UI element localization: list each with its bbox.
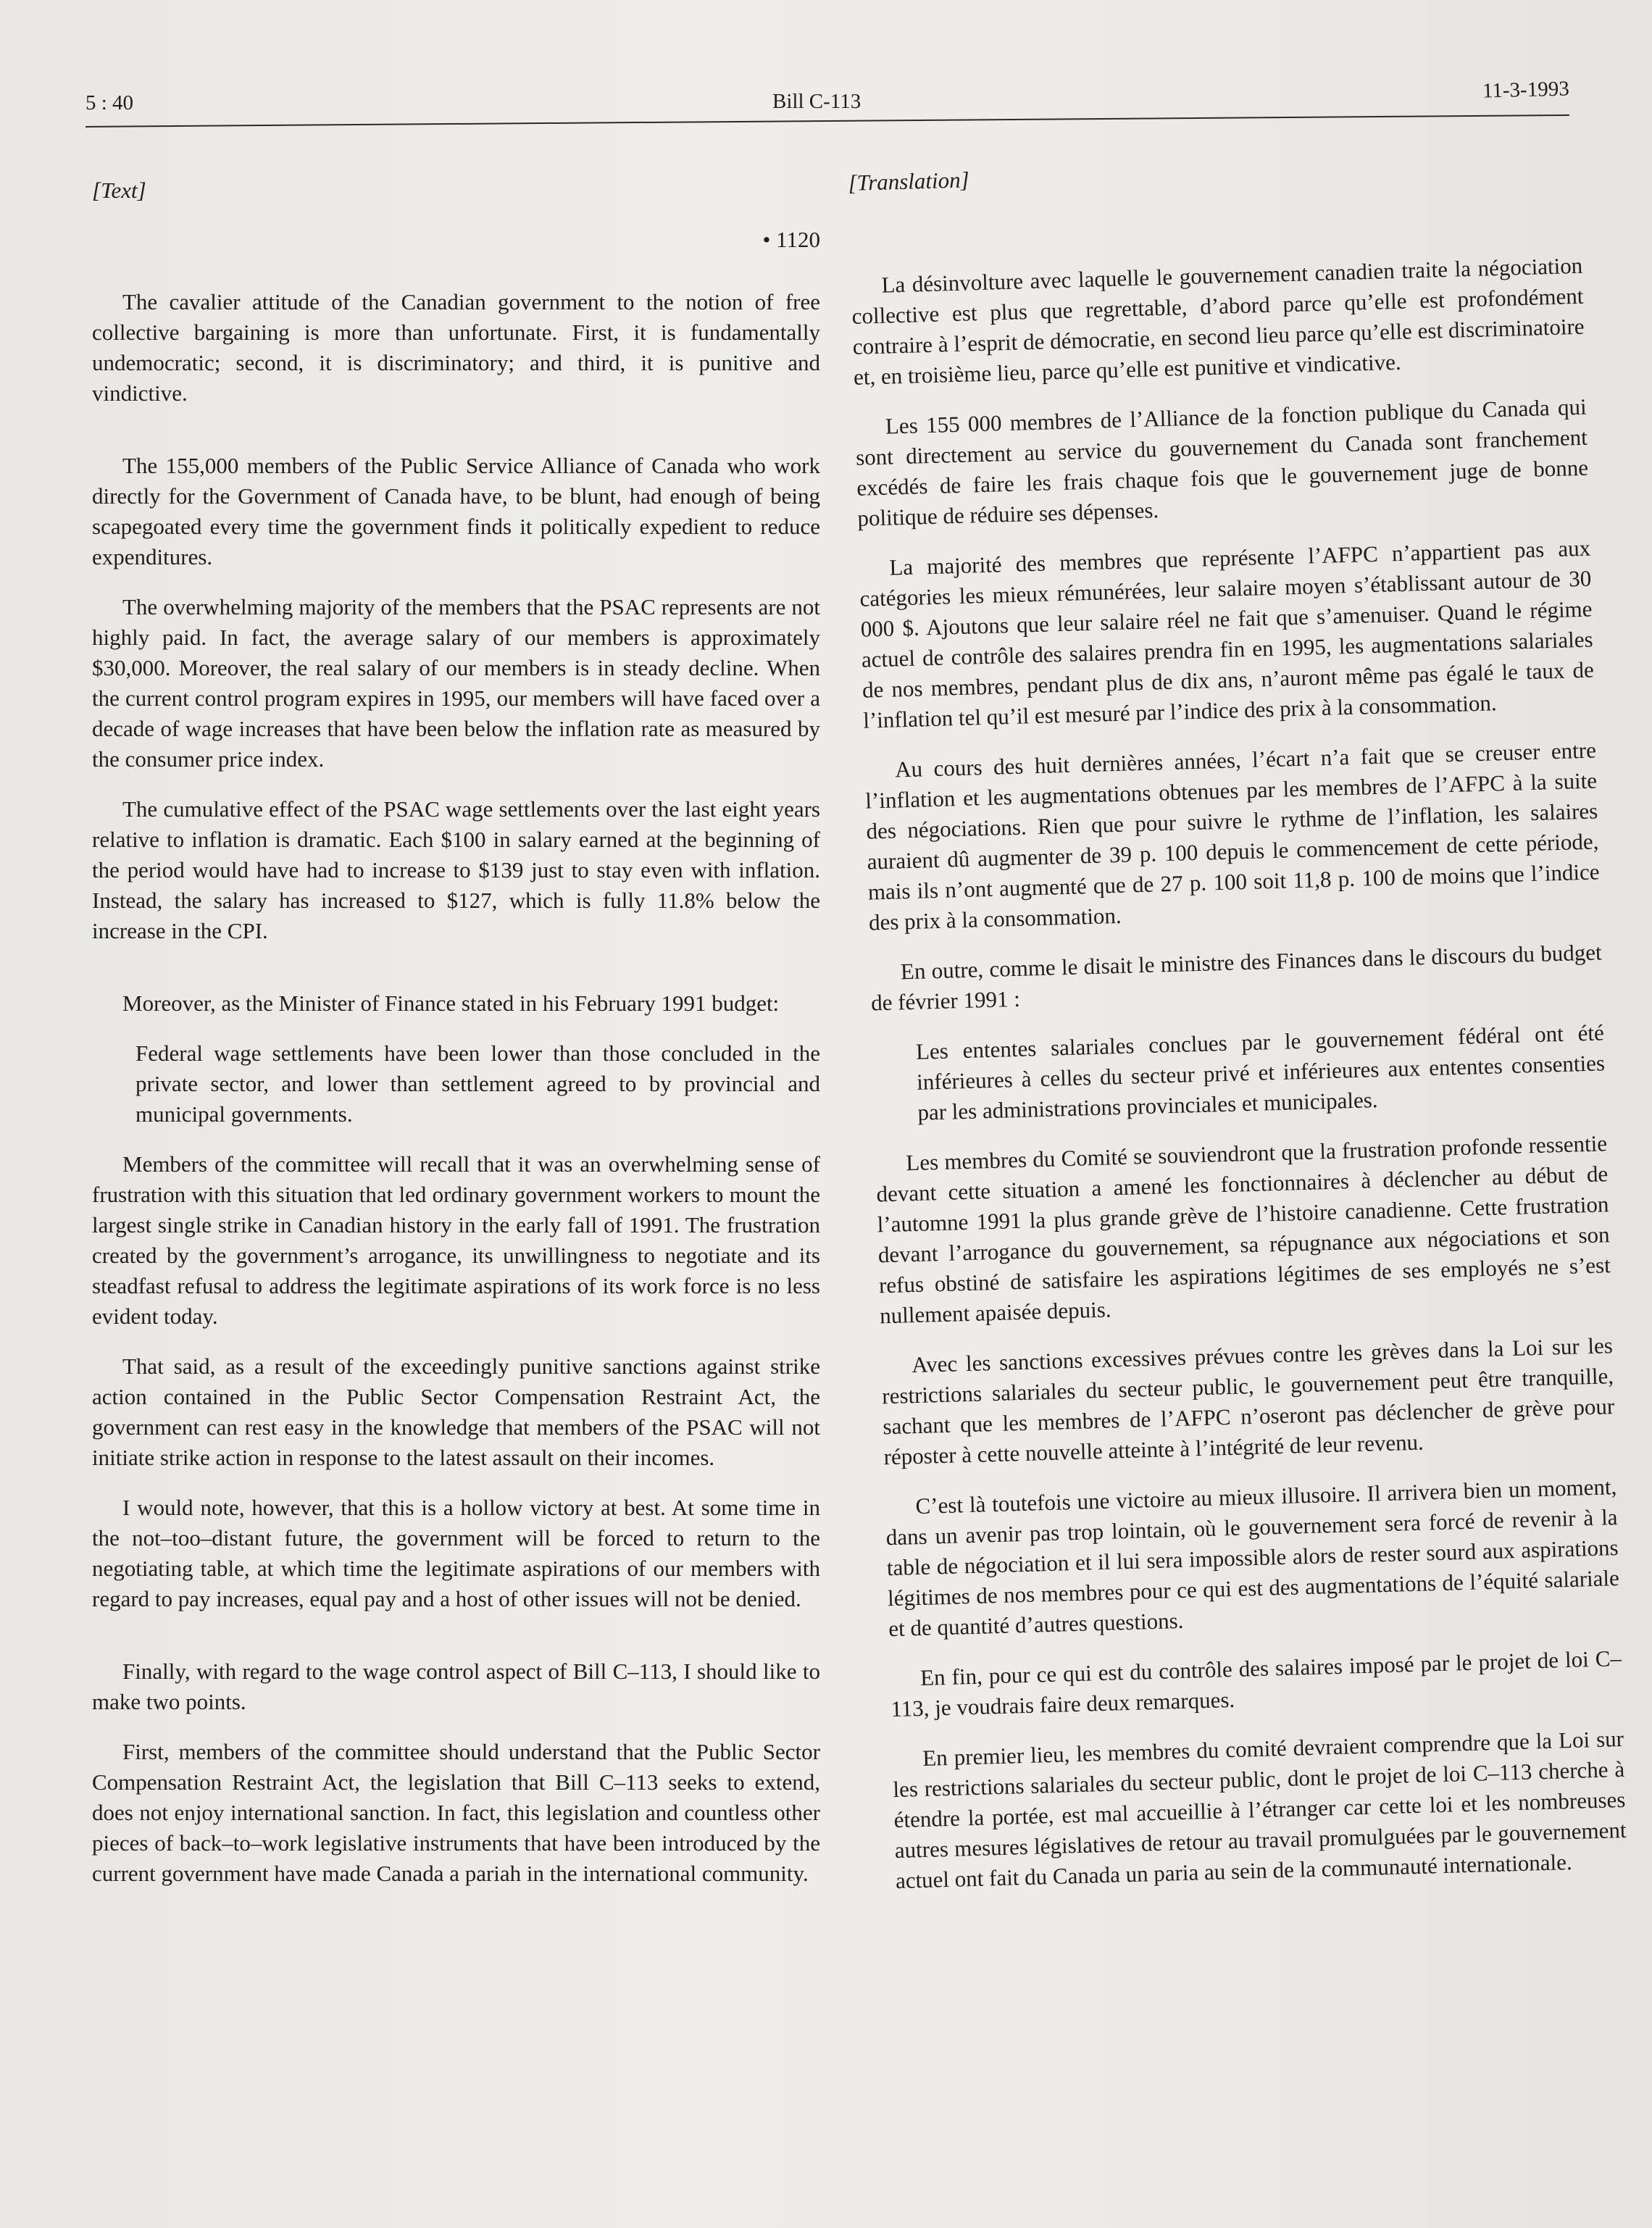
paragraph: C’est là toutefois une victoire au mieux illusoire. Il arrivera bien un moment, dans un avenir pas trop lointain, où le gouvernement sera forcé de revenir à la table de négociation et il lui sera impossible alors de rester sourd aux aspirations légitimes de nos membres pour ce qui est des augmentations de l’équité salariale et de quantité d’autres questions. <box>885 1474 1620 1642</box>
block-quote: Les ententes salariales conclues par le gouvernement fédéral ont été inférieures à celles du secteur privé et inférieures aux ententes consenties par les administrations provinciales et municipales. <box>915 1019 1606 1125</box>
paragraph: The cavalier attitude of the Canadian government to the notion of free collective bargaining is more than unfortunate. First, it is fundamentally undemocratic; second, it is discriminatory; and third, it is punitive and vindictive. <box>92 289 820 406</box>
paragraph: That said, as a result of the exceedingly punitive sanctions against strike action contained in the Public Sector Compensation Restraint Act, the government can rest easy in the knowledge that members of the PSAC will not initiate strike action in response to the latest assault on their incomes. <box>92 1353 820 1470</box>
paragraph: The overwhelming majority of the members that the PSAC represents are not highly paid. In fact, the average salary of our members is approximately $30,000. Moreover, the real salary of our members is in steady decline. When the current control program expires in 1995, our members will have faced over a decade of wage increases that have been below the inflation rate as measured by the consumer price index. <box>92 594 820 772</box>
paragraph: The 155,000 members of the Public Service Alliance of Canada who work directly for the Government of Canada have, to be blunt, had enough of being scapegoated every time the government finds it politically expedient to reduce expenditures. <box>92 453 820 569</box>
paragraph: Members of the committee will recall that it was an overwhelming sense of frustration with this situation that led ordinary government workers to mount the largest single strike in Canadian history in the early fall of 1991. The frustration created by the government’s arrogance, its unwillingness to negotiate and its steadfast refusal to address the legitimate aspirations of its work force is no less evident today. <box>92 1151 820 1329</box>
paragraph: La majorité des membres que représente l’AFPC n’appartient pas aux catégories les mieux rémunérées, leur salaire moyen s’établissant autour de 30 000 $. Ajoutons que leur salaire réel ne fait que s’amenuiser. Quand le régime actuel de contrôle des salaires prendra fin en 1995, les augmentations salariales de nos membres, pendant plus de dix ans, n’auront même pas égalé le taux de l’inflation tel qu’il est mesuré par l’indice des prix à la consommation. <box>859 535 1595 733</box>
paragraph: First, members of the committee should understand that the Public Sector Compensation Restraint Act, the legislation that Bill C–113 seeks to extend, does not enjoy international sanction. In fact, this legislation and countless other pieces of back–to–work legislative instruments that have been introduced by the current government have made Canada a pariah in the international community. <box>92 1739 820 1886</box>
paragraph: En outre, comme le disait le ministre des Finances dans le discours du budget de février 1991 : <box>870 939 1603 1016</box>
paragraph: The cumulative effect of the PSAC wage settlements over the last eight years relative to inflation is dramatic. Each $100 in salary earned at the beginning of the period would have had to increase to $139 just to stay even with inflation. Instead, the salary has increased to $127, which is fully 11.8% below the increase in the CPI. <box>92 796 820 943</box>
paragraph: En premier lieu, les membres du comité devraient comprendre que la Loi sur les restrictions salariales du secteur public, dont le projet de loi C–113 cherche à étendre la portée, est mal accueillie à l’étranger car cette loi et les nombreuses autres mesures législatives de retour au travail promulguées par le gouvernement actuel ont fait du Canada un paria au sein de la communauté internationale. <box>893 1725 1627 1894</box>
english-column <box>92 175 820 1908</box>
page-date: 11-3-1993 <box>1482 77 1570 103</box>
page-number: 5 : 40 <box>85 91 134 114</box>
section-label-text: [Text] <box>92 178 146 203</box>
french-column <box>848 148 1628 1916</box>
page-header <box>85 77 1570 129</box>
paragraph: Moreover, as the Minister of Finance stated in his February 1991 budget: <box>122 990 780 1016</box>
paragraph: Avec les sanctions excessives prévues contre les grèves dans la Loi sur les restrictions salariales du secteur public, le gouvernement peut être tranquille, sachant que les membres de l’AFPC n’oseront pas déclencher de grève pour réposter à cette nouvelle atteinte à l’intégrité de leur revenu. <box>881 1332 1615 1470</box>
paragraph: Au cours des huit dernières années, l’écart n’a fait que se creuser entre l’inflation et les augmentations obtenues par les membres de l’AFPC à la suite des négociations. Rien que pour suivre le rythme de l’inflation, les salaires auraient dû augmenter de 39 p. 100 depuis le commencement de cette période, mais ils n’ont augmenté que de 27 p. 100 soit 11,8 p. 100 de moins que l’indice des prix à la consommation. <box>864 737 1601 935</box>
paragraph: Finally, with regard to the wage control aspect of Bill C–113, I should like to make two points. <box>92 1659 820 1714</box>
paragraph: Les 155 000 membres de l’Alliance de la fonction publique du Canada qui sont directement au service du gouvernement du Canada sont franchement excédés de faire les frais chaque fois que le gouvernement juge de bonne politique de réduire ses dépenses. <box>855 393 1589 531</box>
paragraph: I would note, however, that this is a hollow victory at best. At some time in the not–too–distant future, the government will be forced to return to the negotiating table, at which time the legitimate aspirations of our members with regard to pay increases, equal pay and a host of other issues will not be denied. <box>92 1495 820 1611</box>
paragraph: En fin, pour ce qui est du contrôle des salaires imposé par le projet de loi C–113, je voudrais faire deux remarques. <box>890 1645 1622 1722</box>
block-quote: Federal wage settlements have been lower than those concluded in the private sector, and lower than settlement agreed to by provincial and municipal governments. <box>135 1040 820 1127</box>
time-mark: • 1120 <box>762 227 820 252</box>
paragraph: Les membres du Comité se souviendront que la frustration profonde ressentie devant cette situation a amené les fonctionnaires à déclencher au début de l’automne 1991 la plus grande grève de l’histoire canadienne. Cette frustration devant l’arrogance du gouvernement, sa répugnance aux négociations et son refus obstiné de satisfaire les aspirations légitimes de ses employés ne s’est nullement apaisée depuis. <box>876 1130 1611 1329</box>
paragraph: La désinvolture avec laquelle le gouvernement canadien traite la négociation collective est plus que regrettable, d’abord parce qu’elle est profondément contraire à l’esprit de démocratie, en second lieu parce qu’elle est discriminatoire et, en troisième lieu, parce qu’elle est punitive et vindicative. <box>851 252 1585 390</box>
header-rule <box>85 114 1569 128</box>
document-title: Bill C-113 <box>772 90 862 113</box>
section-label-translation: [Translation] <box>848 167 970 196</box>
